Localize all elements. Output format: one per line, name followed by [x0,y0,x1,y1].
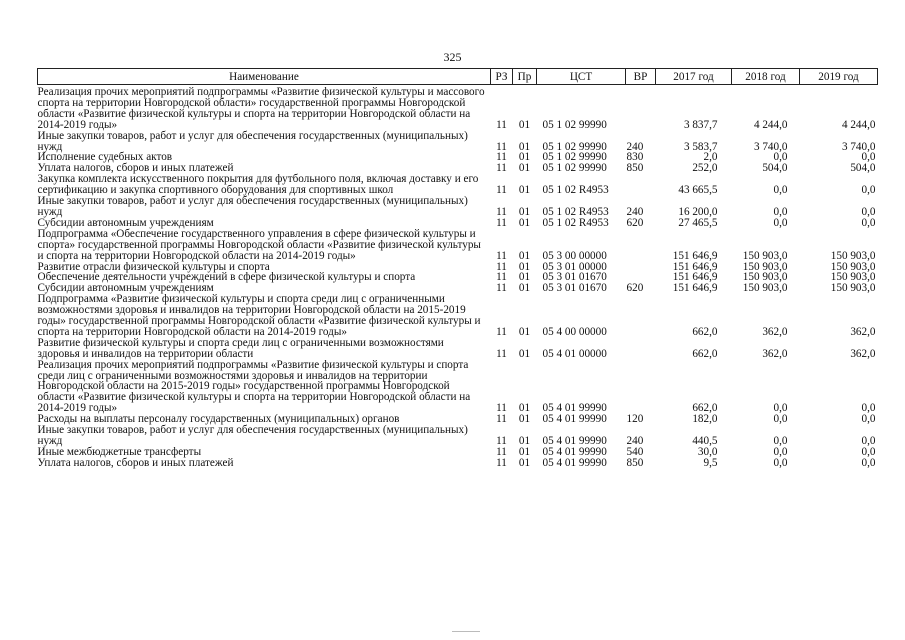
row-cst: 05 1 02 99990 [542,140,607,153]
row-pr: 01 [518,347,531,360]
header-2017: 2017 год [656,69,732,85]
row-vr: 240 [626,435,644,447]
row-pr: 01 [518,413,531,426]
row-value-2017: 151 646,9 [672,249,718,262]
row-value-2019: 3 740,0 [841,140,876,153]
row-pr: 01 [518,216,531,229]
row-pr: 01 [518,151,531,164]
row-vr: 620 [626,216,644,229]
page-number: 325 [443,50,462,64]
row-cst: 05 3 01 01670 [542,282,607,295]
row-name: Уплата налогов, сборов и иных платежей [37,456,234,469]
row-value-2017: 252,0 [692,162,718,175]
row-cst: 05 1 02 99990 [542,118,607,131]
row-value-2019: 0,0 [861,456,876,469]
row-cst: 05 4 01 99990 [542,445,607,458]
row-name: Реализация прочих мероприятий подпрограммы «Развитие физической культуры и массового спорта на территории Новгородской области» государственной программы Новгородской области «Развитие физической культуры и спорта на территории Новгородской области на 2014-2019 годы» [37,86,485,131]
table-row [38,174,878,196]
row-value-2018: 0,0 [773,435,788,447]
row-rz: 11 [496,162,507,175]
row-name: Уплата налогов, сборов и иных платежей [37,162,234,175]
row-rz: 11 [496,271,507,284]
row-rz: 11 [496,216,507,229]
row-value-2019: 0,0 [861,216,876,229]
row-value-2017: 3 583,7 [683,140,718,153]
row-value-2017: 182,0 [692,413,718,426]
table-body [38,85,878,469]
row-value-2017: 27 465,5 [678,216,718,229]
row-name: Реализация прочих мероприятий подпрограммы «Развитие физической культуры и спорта среди лиц с ограниченными возможностями здоровья и инвалидов на территории Новгородской области на 2015-2019 годы» государственной программы Новгородской области «Развитие физической культуры и спорта на территории Новгородской области на 2014-2019 годы» [37,358,471,415]
row-value-2019: 0,0 [861,435,876,447]
row-pr: 01 [518,435,531,447]
row-pr: 01 [518,402,531,415]
row-name: Исполнение судебных актов [37,151,173,164]
table-row [38,131,878,153]
row-cst: 05 4 00 00000 [542,325,607,338]
row-name: Иные межбюджетные трансферты [37,445,202,458]
row-value-2018: 0,0 [773,205,788,218]
row-value-2017: 43 665,5 [678,184,718,197]
row-pr: 01 [518,445,531,458]
row-pr: 01 [518,184,531,197]
row-value-2017: 151 646,9 [672,271,718,284]
row-vr: 240 [626,205,644,218]
table-row [38,338,878,360]
row-value-2019: 150 903,0 [830,282,876,295]
row-vr: 540 [626,445,644,458]
row-name: Развитие физической культуры и спорта среди лиц с ограниченными возможностями здоровья и инвалидов на территории области [37,336,444,360]
row-cst: 05 1 02 99990 [542,151,607,164]
row-vr [626,174,656,196]
row-rz: 11 [496,435,507,447]
row-rz: 11 [496,282,507,295]
row-value-2018: 150 903,0 [742,282,788,295]
row-value-2018: 362,0 [762,325,788,338]
row-name: Иные закупки товаров, работ и услуг для обеспечения государственных (муниципальных) нужд [37,424,468,447]
row-vr: 120 [626,413,644,426]
row-vr: 830 [626,151,644,164]
row-value-2017: 16 200,0 [678,205,718,218]
row-name: Субсидии автономным учреждениям [37,282,214,295]
row-cst: 05 3 01 00000 [542,260,607,273]
row-rz: 11 [496,402,507,415]
row-rz: 11 [496,205,507,218]
row-value-2017: 30,0 [697,445,718,458]
header-rz: РЗ [491,69,513,85]
row-value-2019: 150 903,0 [830,249,876,262]
row-rz: 11 [496,118,507,131]
row-value-2019: 0,0 [861,445,876,458]
row-value-2019: 504,0 [850,162,876,175]
row-value-2019: 362,0 [850,325,876,338]
row-name: Подпрограмма «Обеспечение государственного управления в сфере физической культуры и спорта» государственной программы Новгородской области «Развитие физической культуры и спорта на территории Новгородской области на 2014-2019 годы» [37,227,481,262]
header-2018: 2018 год [732,69,800,85]
row-value-2018: 3 740,0 [753,140,788,153]
row-value-2017: 9,5 [703,456,718,469]
budget-sheet [37,68,877,469]
header-2019: 2019 год [800,69,878,85]
table-row [38,360,878,415]
row-pr: 01 [518,456,531,469]
row-value-2019: 0,0 [861,205,876,218]
row-rz: 11 [496,445,507,458]
row-vr [626,360,656,415]
table-header-row [38,69,878,85]
row-rz: 11 [496,151,507,164]
row-value-2018: 362,0 [762,347,788,360]
table-row [38,425,878,447]
row-name: Иные закупки товаров, работ и услуг для обеспечения государственных (муниципальных) нужд [37,129,468,153]
table-row [38,458,878,469]
row-value-2017: 151 646,9 [672,282,718,295]
row-pr: 01 [518,205,531,218]
table-row [38,196,878,218]
row-vr [626,85,656,131]
row-cst: 05 4 01 99990 [542,402,607,415]
row-value-2018: 0,0 [773,216,788,229]
row-rz: 11 [496,184,507,197]
row-value-2018: 504,0 [762,162,788,175]
row-cst: 05 3 00 00000 [542,249,607,262]
row-value-2019: 0,0 [861,402,876,415]
row-value-2017: 662,0 [692,325,718,338]
row-value-2017: 662,0 [692,402,718,415]
row-pr: 01 [518,260,531,273]
row-value-2019: 0,0 [861,413,876,426]
row-name: Обеспечение деятельности учреждений в сфере физической культуры и спорта [37,271,416,284]
row-rz: 11 [496,347,507,360]
header-cst: ЦСТ [537,69,626,85]
row-value-2019: 4 244,0 [841,118,876,131]
row-pr: 01 [518,162,531,175]
row-value-2019: 362,0 [850,347,876,360]
row-value-2018: 0,0 [773,184,788,197]
row-value-2017: 3 837,7 [683,118,718,131]
row-pr: 01 [518,140,531,153]
row-value-2017: 440,5 [692,435,718,447]
header-pr: Пр [513,69,537,85]
row-value-2019: 150 903,0 [830,271,876,284]
row-cst: 05 1 02 R4953 [542,184,609,197]
row-value-2018: 4 244,0 [753,118,788,131]
row-value-2018: 0,0 [773,413,788,426]
row-cst: 05 3 01 01670 [542,271,607,284]
header-vr: ВР [626,69,656,85]
row-cst: 05 1 02 99990 [542,162,607,175]
row-cst: 05 1 02 R4953 [542,205,609,218]
row-value-2019: 0,0 [861,184,876,197]
row-cst: 05 4 01 00000 [542,347,607,360]
row-vr: 850 [626,456,644,469]
table-row [38,294,878,338]
row-vr: 240 [626,140,644,153]
row-rz: 11 [496,260,507,273]
row-value-2017: 2,0 [703,151,718,164]
header-name: Наименование [38,69,491,85]
row-value-2018: 150 903,0 [742,271,788,284]
table-row [38,85,878,131]
row-value-2018: 0,0 [773,456,788,469]
row-name: Иные закупки товаров, работ и услуг для обеспечения государственных (муниципальных) нужд [37,195,468,218]
row-value-2018: 0,0 [773,445,788,458]
footer-mark [452,631,480,632]
row-value-2018: 0,0 [773,402,788,415]
row-cst: 05 4 01 99990 [542,435,607,447]
row-vr [626,262,656,273]
row-rz: 11 [496,456,507,469]
row-value-2017: 151 646,9 [672,260,718,273]
row-name: Субсидии автономным учреждениям [37,216,214,229]
row-vr: 620 [626,282,644,295]
row-vr [626,229,656,262]
row-vr [626,294,656,338]
row-name: Расходы на выплаты персоналу государственных (муниципальных) органов [37,413,400,426]
row-pr: 01 [518,118,531,131]
row-pr: 01 [518,249,531,262]
row-rz: 11 [496,249,507,262]
row-value-2018: 0,0 [773,151,788,164]
row-cst: 05 4 01 99990 [542,413,607,426]
row-value-2018: 150 903,0 [742,249,788,262]
row-value-2019: 150 903,0 [830,260,876,273]
row-value-2018: 150 903,0 [742,260,788,273]
row-rz: 11 [496,325,507,338]
row-cst: 05 1 02 R4953 [542,216,609,229]
row-cst: 05 4 01 99990 [542,456,607,469]
row-vr [626,338,656,360]
row-rz: 11 [496,140,507,153]
row-value-2017: 662,0 [692,347,718,360]
row-name: Закупка комплекта искусственного покрытия для футбольного поля, включая доставку и его сертификацию и закупка спортивного оборудования для спортивных школ [37,173,479,197]
row-rz: 11 [496,413,507,426]
row-value-2019: 0,0 [861,151,876,164]
row-pr: 01 [518,282,531,295]
table-row [38,229,878,262]
row-name: Подпрограмма «Развитие физической культуры и спорта среди лиц с ограниченными возможностями здоровья и инвалидов на территории Новгородской области на 2015-2019 годы» государственной программы Новгородской области «Развитие физической культуры и спорта на территории Новгородской области на 2014-2019 годы» [37,293,481,338]
row-pr: 01 [518,271,531,284]
budget-table [37,68,878,469]
row-pr: 01 [518,325,531,338]
row-vr: 850 [626,162,644,175]
row-name: Развитие отрасли физической культуры и спорта [37,260,270,273]
